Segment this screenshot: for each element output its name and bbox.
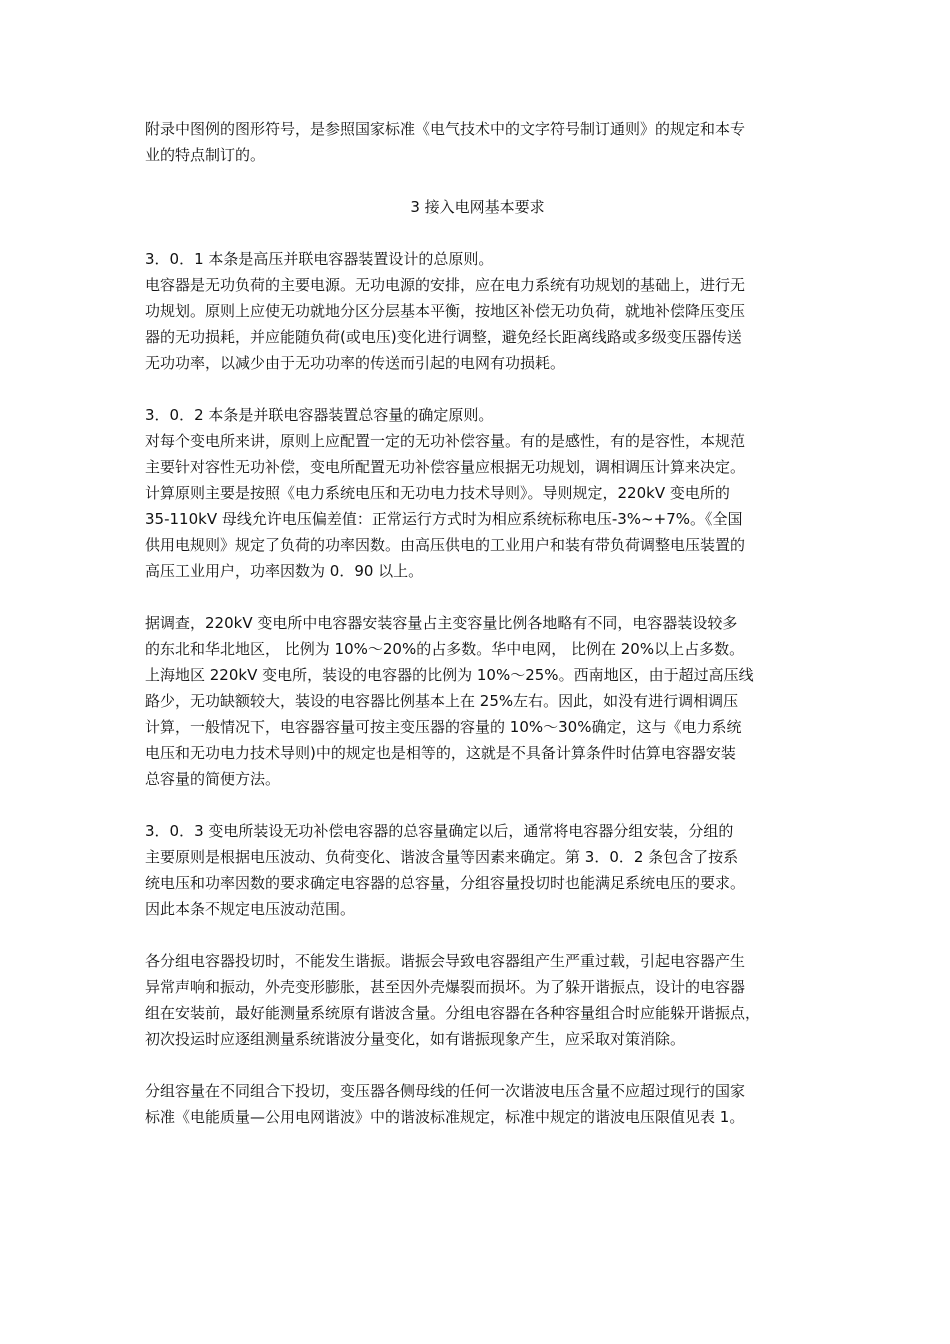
harmonic-paragraph: 分组容量在不同组合下投切，变压器各侧母线的任何一次谐波电压含量不应超过现行的国家 标准《电能质量—公用电网谐波》中的谐波标准规定，标准中规定的谐波电压限值见表 1。: [145, 1082, 746, 1126]
spacer: [145, 376, 810, 402]
spacer: [145, 922, 810, 948]
intro-paragraph: 附录中图例的图形符号，是参照国家标准《电气技术中的文字符号制订通则》的规定和本专 业的特点制订的。: [145, 120, 746, 164]
survey-paragraph: 据调查，220kV 变电所中电容器安装容量占主变容量比例各地略有不同，电容器装设较多 的东北和华北地区， 比例为 10%～20%的占多数。华中电网， 比例在 20%以上占多数。 上海地区 220kV 变电所，装设的电容器的比例为 10%～25%。西南地区，由于超过高压线 路少，无功缺额较大，装设的电容器比例基本上在 25%左右。因此，如没有进行调相调压 计算，一般情况下，电容器容量可按主变压器的容量的 10%～30%确定，这与《电力系统 电压和无功电力技术导则)中的规定也是相等的，这就是不具备计算条件时估算电容器安装 总容量的简便方法。: [145, 614, 754, 788]
clause-3-0-2: 3．0．2 本条是并联电容器装置总容量的确定原则。 对每个变电所来讲，原则上应配置一定的无功补偿容量。有的是感性，有的是容性，本规范 主要针对容性无功补偿，变电所配置无功补偿容量应根据无功规划，调相调压计算来决定。 计算原则主要是按照《电力系统电压和无功电力技术导则》。导则规定，220kV 变电所的 35-110kV 母线允许电压偏差值：正常运行方式时为相应系统标称电压-3%~+7%。《全国 供用电规则》规定了负荷的功率因数。由高压供电的工业用户和装有带负荷调整电压装置的 高压工业用户，功率因数为 0．90 以上。: [145, 406, 746, 580]
resonance-paragraph: 各分组电容器投切时，不能发生谐振。谐振会导致电容器组产生严重过载，引起电容器产生 异常声响和振动，外壳变形膨胀，甚至因外壳爆裂而损坏。为了躲开谐振点，设计的电容器 组在安装前，最好能测量系统原有谐波含量。分组电容器在各种容量组合时应能躲开谐振点， 初次投运时应逐组测量系统谐波分量变化，如有谐振现象产生，应采取对策消除。: [145, 952, 761, 1048]
spacer: [145, 1052, 810, 1078]
clause-3-0-1: 3．0．1 本条是高压并联电容器装置设计的总原则。 电容器是无功负荷的主要电源。无功电源的安排，应在电力系统有功规划的基础上，进行无 功规划。原则上应使无功就地分区分层基本平衡，按地区补偿无功负荷，就地补偿降压变压 器的无功损耗，并应能随负荷(或电压)变化进行调整，避免经长距离线路或多级变压器传送 无功功率，以减少由于无功功率的传送而引起的电网有功损耗。: [145, 250, 746, 372]
section-heading: 3 接入电网基本要求: [410, 198, 545, 216]
spacer: [145, 168, 810, 194]
document-body: [145, 116, 810, 1130]
spacer: [145, 584, 810, 610]
spacer: [145, 792, 810, 818]
spacer: [145, 220, 810, 246]
clause-3-0-3: 3．0．3 变电所装设无功补偿电容器的总容量确定以后，通常将电容器分组安装，分组的 主要原则是根据电压波动、负荷变化、谐波含量等因素来确定。第 3．0．2 条包含了按系 统电压和功率因数的要求确定电容器的总容量，分组容量投切时也能满足系统电压的要求。 因此本条不规定电压波动范围。: [145, 822, 746, 918]
